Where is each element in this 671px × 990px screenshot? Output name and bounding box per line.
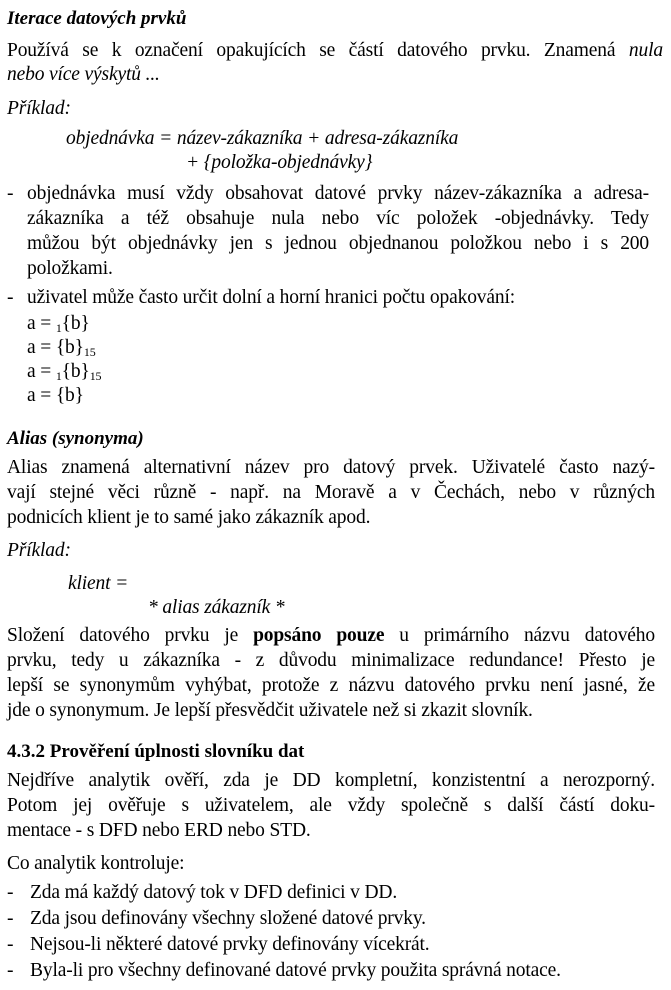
alias-example-label: Příklad: — [7, 540, 71, 561]
intro-text: Používá se k označení opakujících se částí datového prvku. Znamená — [7, 40, 629, 61]
alias-para2-line2: prvku, tedy u zákazníka - z důvodu minimalizace redundance! Přesto je — [7, 650, 655, 671]
bullet2: uživatel může často určit dolní a horní hranici počtu opakování: — [27, 287, 516, 308]
check-item-2: Zda jsou definovány všechny složené datové prvky. — [30, 908, 426, 929]
alias-para2-line1 — [7, 625, 655, 647]
bullet1-line2: zákazníka a též obsahuje nula nebo víc položek -objednávky. Tedy — [27, 208, 649, 229]
notation-3 — [27, 361, 101, 384]
check-item-1: Zda má každý datový tok v DFD definici v DD. — [30, 882, 398, 903]
alias-para2-line4: jde o synonymum. Je lepší přesvědčit uživatele než si zkazit slovník. — [7, 700, 533, 721]
bullet-dash: - — [7, 934, 14, 955]
notation-lhs: a = — [27, 385, 56, 406]
check-line3: mentace - s DFD nebo ERD nebo STD. — [7, 820, 311, 841]
notation-lhs: a = — [27, 361, 56, 382]
alias-line1: Alias znamená alternativní název pro datový prvek. Uživatelé často nazý- — [7, 457, 655, 478]
notation-max: 15 — [83, 345, 96, 359]
formula-order-line2: + {položka-objednávky} — [186, 152, 373, 173]
bullet1-line3: můžou být objednávky jen s jednou objednanou položkou nebo i s 200 — [27, 233, 649, 254]
check-item-4: Byla-li pro všechny definované datové prvky použita správná notace. — [30, 960, 561, 981]
check-line1: Nejdříve analytik ověří, zda je DD kompletní, konzistentní a nerozporný. — [7, 770, 655, 791]
heading-alias: Alias (synonyma) — [7, 428, 144, 449]
notation-lhs: a = — [27, 313, 56, 334]
formula-client-line2: * alias zákazník * — [148, 597, 285, 618]
alias-para2-line3: lepší se synonymům vyhýbat, protože z názvu datového prvku není jasné, že — [7, 675, 655, 696]
notation-max: 15 — [89, 369, 102, 383]
example-label: Příklad: — [7, 98, 71, 119]
check-list-intro: Co analytik kontroluje: — [7, 853, 185, 874]
bullet-dash: - — [7, 960, 14, 981]
check-item-3: Nejsou-li některé datové prvky definovány vícekrát. — [30, 934, 430, 955]
bullet-dash: - — [7, 908, 14, 929]
intro-italic: nula — [628, 40, 663, 61]
notation-4 — [27, 385, 84, 408]
notation-lhs: a = — [27, 337, 56, 358]
notation-body: {b} — [61, 313, 90, 334]
para-text: u primárního názvu datového — [384, 625, 655, 646]
iteration-intro-line2: nebo více výskytů ... — [7, 64, 160, 85]
notation-min: 1 — [55, 369, 62, 383]
notation-min: 1 — [55, 321, 62, 335]
notation-body: {b} — [55, 385, 84, 406]
heading-iteration: Iterace datových prvků — [7, 8, 187, 29]
bullet1-line1: objednávka musí vždy obsahovat datové prvky název-zákazníka a adresa- — [27, 183, 649, 204]
notation-body: {b} — [61, 361, 90, 382]
heading-section-4-3-2: 4.3.2 Prověření úplnosti slovníku dat — [7, 741, 305, 762]
para-bold: popsáno pouze — [253, 625, 385, 646]
notation-2 — [27, 337, 96, 360]
iteration-intro-line1 — [7, 40, 663, 62]
alias-line2: vají stejné věci různě - např. na Moravě a v Čechách, nebo v různých — [7, 482, 655, 503]
alias-line3: podnicích klient je to samé jako zákazník apod. — [7, 507, 371, 528]
bullet-dash: - — [7, 183, 14, 204]
formula-order-line1: objednávka = název-zákazníka + adresa-zákazníka — [66, 128, 459, 149]
notation-1 — [27, 313, 90, 336]
bullet1-line4: položkami. — [27, 258, 113, 279]
check-line2: Potom jej ověřuje s uživatelem, ale vždy společně s další částí doku- — [7, 795, 655, 816]
bullet-dash: - — [7, 287, 14, 308]
bullet-dash: - — [7, 882, 14, 903]
notation-body: {b} — [55, 337, 84, 358]
formula-client-line1: klient = — [68, 573, 129, 594]
para-text: Složení datového prvku je — [7, 625, 254, 646]
